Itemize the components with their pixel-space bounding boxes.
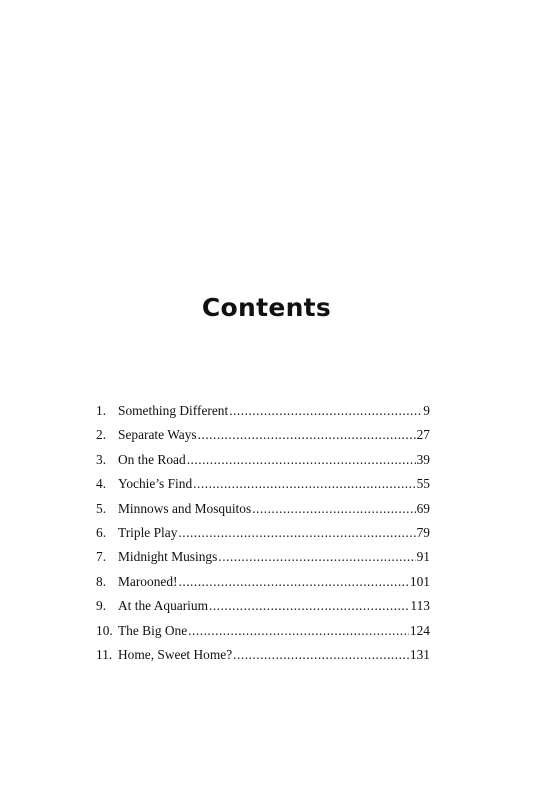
toc-entry	[96, 501, 430, 525]
toc-entry-number: 10.	[96, 622, 113, 638]
toc-dot-leader	[252, 501, 415, 517]
toc-entry-number: 2.	[96, 427, 107, 443]
toc-entry-page: 39	[416, 451, 430, 467]
toc-entry-page: 101	[409, 573, 430, 589]
toc-dot-leader	[198, 427, 416, 443]
toc-entry	[96, 549, 430, 573]
toc-entry-page: 27	[416, 427, 430, 443]
toc-entry-page: 124	[409, 622, 430, 638]
table-of-contents	[96, 403, 430, 671]
toc-entry-number: 9.	[96, 598, 107, 614]
toc-entry-number: 6.	[96, 524, 107, 540]
toc-entry	[96, 452, 430, 476]
toc-dot-leader	[229, 403, 422, 419]
toc-entry-title: Triple Play	[118, 524, 178, 540]
toc-entry-title: On the Road	[118, 451, 186, 467]
toc-dot-leader	[188, 623, 409, 639]
toc-entry-number: 4.	[96, 476, 107, 492]
toc-entry-title: Yochie’s Find	[118, 476, 193, 492]
toc-dot-leader	[209, 598, 409, 614]
toc-dot-leader	[178, 525, 415, 541]
toc-dot-leader	[187, 452, 416, 468]
toc-entry-page: 91	[416, 549, 430, 565]
toc-entry-page: 113	[410, 598, 430, 614]
toc-entry-page: 55	[416, 476, 430, 492]
toc-entry-title: At the Aquarium	[118, 598, 209, 614]
toc-entry-title: Home, Sweet Home?	[118, 646, 233, 662]
toc-entry-title: Separate Ways	[118, 427, 197, 443]
toc-entry-number: 11.	[96, 646, 113, 662]
page-title: Contents	[201, 293, 332, 322]
toc-entry	[96, 647, 430, 671]
toc-dot-leader	[218, 549, 415, 565]
toc-entry-title: The Big One	[118, 622, 188, 638]
toc-entry-title: Minnows and Mosquitos	[118, 500, 252, 516]
toc-entry-number: 1.	[96, 403, 107, 418]
toc-entry	[96, 574, 430, 598]
toc-entry-number: 3.	[96, 451, 107, 467]
toc-dot-leader	[179, 574, 409, 590]
toc-entry-page: 69	[416, 500, 430, 516]
toc-entry-title: Something Different	[118, 403, 229, 418]
toc-entry-title: Midnight Musings	[118, 549, 218, 565]
toc-entry-page: 131	[409, 646, 430, 662]
toc-dot-leader	[193, 476, 415, 492]
toc-entry	[96, 403, 430, 427]
toc-entry-number: 8.	[96, 573, 107, 589]
toc-entry-page: 9	[423, 403, 430, 418]
toc-entry	[96, 598, 430, 622]
toc-entry-number: 5.	[96, 500, 107, 516]
toc-entry	[96, 476, 430, 500]
toc-entry-title: Marooned!	[118, 573, 178, 589]
toc-entry	[96, 525, 430, 549]
toc-entry-number: 7.	[96, 549, 107, 565]
toc-entry-page: 79	[416, 524, 430, 540]
toc-dot-leader	[233, 647, 409, 663]
toc-entry	[96, 623, 430, 647]
toc-entry	[96, 427, 430, 451]
